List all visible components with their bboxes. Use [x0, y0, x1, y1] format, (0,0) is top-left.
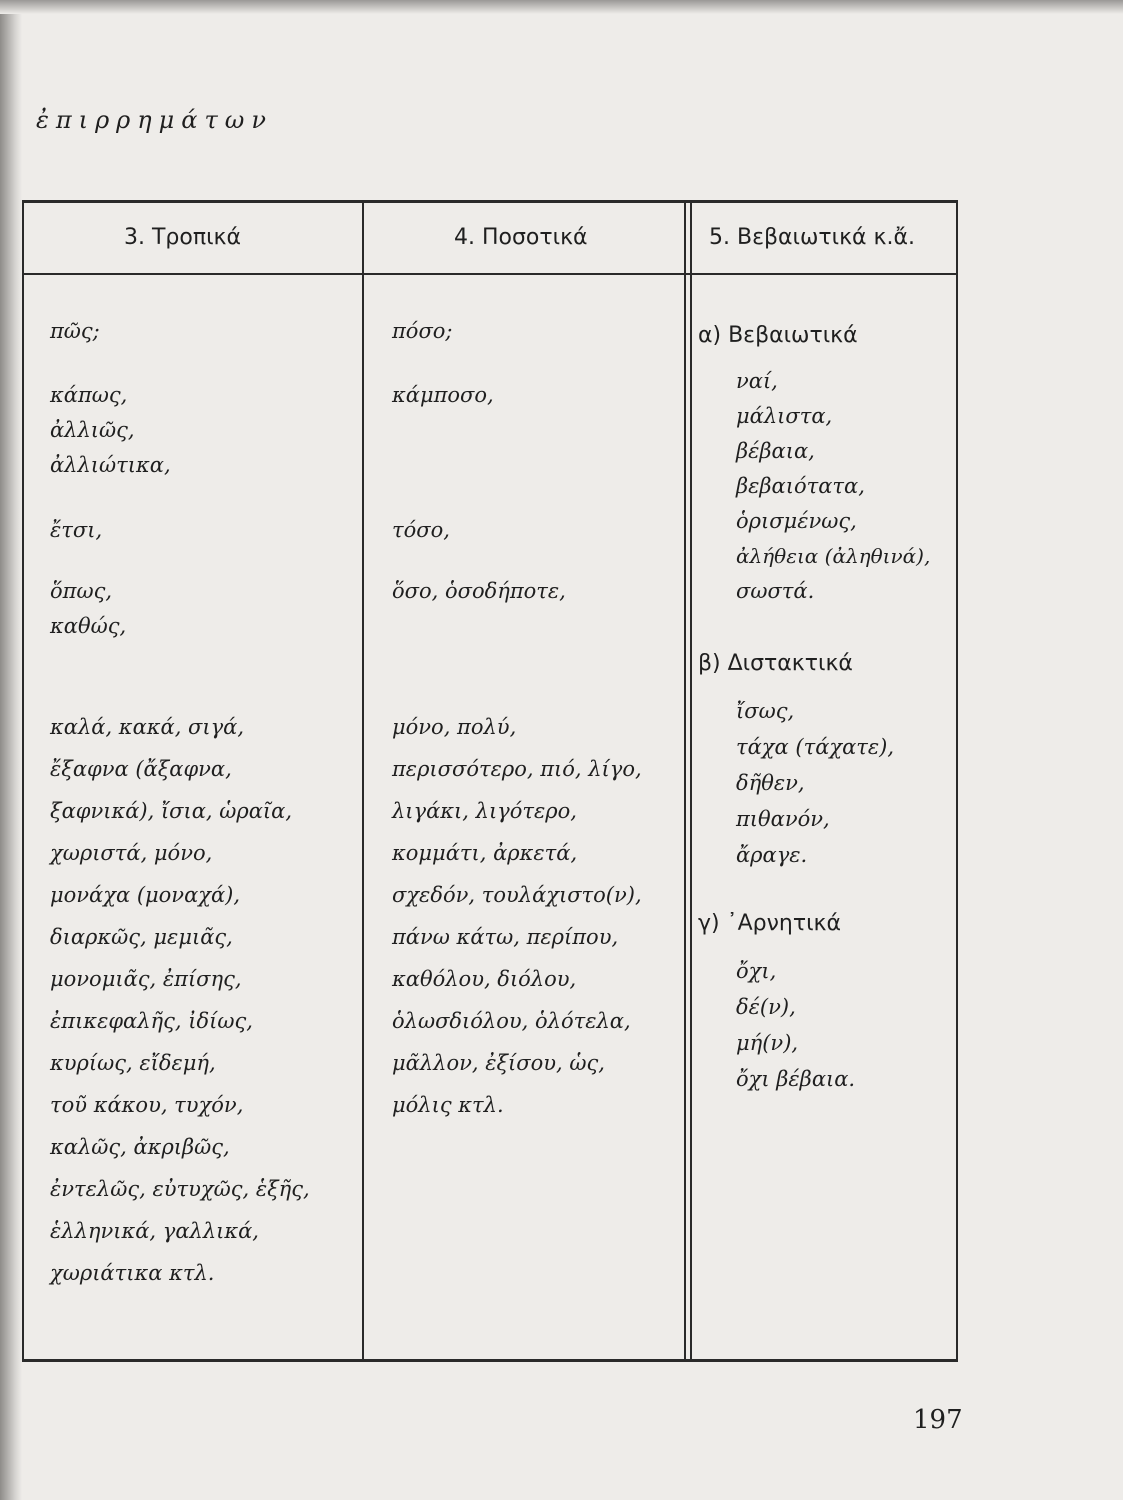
- list-item: κάπως,: [50, 383, 128, 407]
- table-header-row: [24, 203, 956, 275]
- list-item: κομμάτι, ἀρκετά,: [392, 841, 578, 865]
- list-item: τάχα (τάχατε),: [736, 735, 895, 759]
- list-item: χωριάτικα κτλ.: [50, 1261, 215, 1285]
- list-item: ὄχι βέβαια.: [736, 1067, 856, 1091]
- page-number: 197: [913, 1405, 963, 1435]
- list-item: κάμποσο,: [392, 383, 494, 407]
- list-item: καθώς,: [50, 614, 127, 638]
- list-item: ἀλήθεια (ἀληθινά),: [736, 544, 931, 568]
- page-top-edge: [0, 0, 1123, 14]
- list-item: ἔτσι,: [50, 518, 103, 542]
- list-item: ἐντελῶς, εὐτυχῶς, ἑξῆς,: [50, 1177, 310, 1201]
- list-item: ὄχι,: [736, 959, 777, 983]
- list-item: ἐπικεφαλῆς, ἰδίως,: [50, 1009, 253, 1033]
- list-item: καθόλου, διόλου,: [392, 967, 577, 991]
- list-item: ἑλληνικά, γαλλικά,: [50, 1219, 259, 1243]
- list-item: κυρίως, εἴδεμή,: [50, 1051, 216, 1075]
- column-divider: [362, 203, 364, 1359]
- column-divider: [684, 203, 686, 1359]
- list-item: ὁρισμένως,: [736, 509, 857, 533]
- list-item: ἀλλιώτικα,: [50, 453, 171, 477]
- list-item: ναί,: [736, 369, 778, 393]
- list-item: πόσο;: [392, 319, 453, 343]
- list-item: μονάχα (μοναχά),: [50, 883, 241, 907]
- list-item: σχεδόν, τουλάχιστο(ν),: [392, 883, 642, 907]
- list-item: δέ(ν),: [736, 995, 796, 1019]
- list-item: ξαφνικά), ἴσια, ὡραῖα,: [50, 799, 293, 823]
- list-item: περισσότερο, πιό, λίγο,: [392, 757, 642, 781]
- list-item: τόσο,: [392, 518, 450, 542]
- header-tropika: 3. Τροπικά: [124, 225, 242, 250]
- subsection-heading: γ) ᾿Αρνητικά: [698, 911, 841, 936]
- list-item: ἴσως,: [736, 699, 795, 723]
- binding-shadow: [0, 0, 22, 1500]
- list-item: μονομιᾶς, ἐπίσης,: [50, 967, 242, 991]
- list-item: σωστά.: [736, 579, 815, 603]
- list-item: τοῦ κάκου, τυχόν,: [50, 1093, 244, 1117]
- list-item: καλά, κακά, σιγά,: [50, 715, 245, 739]
- list-item: πιθανόν,: [736, 807, 830, 831]
- list-item: ὅσο, ὁσοδήποτε,: [392, 579, 566, 603]
- list-item: ὁλωσδιόλου, ὁλότελα,: [392, 1009, 631, 1033]
- header-posotika: 4. Ποσοτικά: [454, 225, 588, 250]
- list-item: πάνω κάτω, περίπου,: [392, 925, 619, 949]
- list-item: διαρκῶς, μεμιᾶς,: [50, 925, 233, 949]
- list-item: ἔξαφνα (ἄξαφνα,: [50, 757, 232, 781]
- list-item: καλῶς, ἀκριβῶς,: [50, 1135, 230, 1159]
- subsection-heading: α) Βεβαιωτικά: [698, 323, 858, 348]
- list-item: μᾶλλον, ἐξίσου, ὡς,: [392, 1051, 605, 1075]
- list-item: δῆθεν,: [736, 771, 805, 795]
- list-item: βέβαια,: [736, 439, 815, 463]
- list-item: βεβαιότατα,: [736, 474, 865, 498]
- list-item: ἄραγε.: [736, 843, 808, 867]
- header-vevaiotika: 5. Βεβαιωτικά κ.ἄ.: [709, 225, 915, 250]
- list-item: μόνο, πολύ,: [392, 715, 517, 739]
- list-item: μή(ν),: [736, 1031, 799, 1055]
- adverbs-table: [22, 200, 958, 1362]
- list-item: ἀλλιῶς,: [50, 418, 135, 442]
- list-item: μάλιστα,: [736, 404, 833, 428]
- list-item: μόλις κτλ.: [392, 1093, 504, 1117]
- subsection-heading: β) Διστακτικά: [698, 651, 853, 676]
- column-divider-double: [690, 203, 692, 1359]
- list-item: ὅπως,: [50, 579, 113, 603]
- list-item: χωριστά, μόνο,: [50, 841, 213, 865]
- list-item: πῶς;: [50, 319, 100, 343]
- list-item: λιγάκι, λιγότερο,: [392, 799, 577, 823]
- running-head: ἐπιρρημάτων: [36, 106, 273, 134]
